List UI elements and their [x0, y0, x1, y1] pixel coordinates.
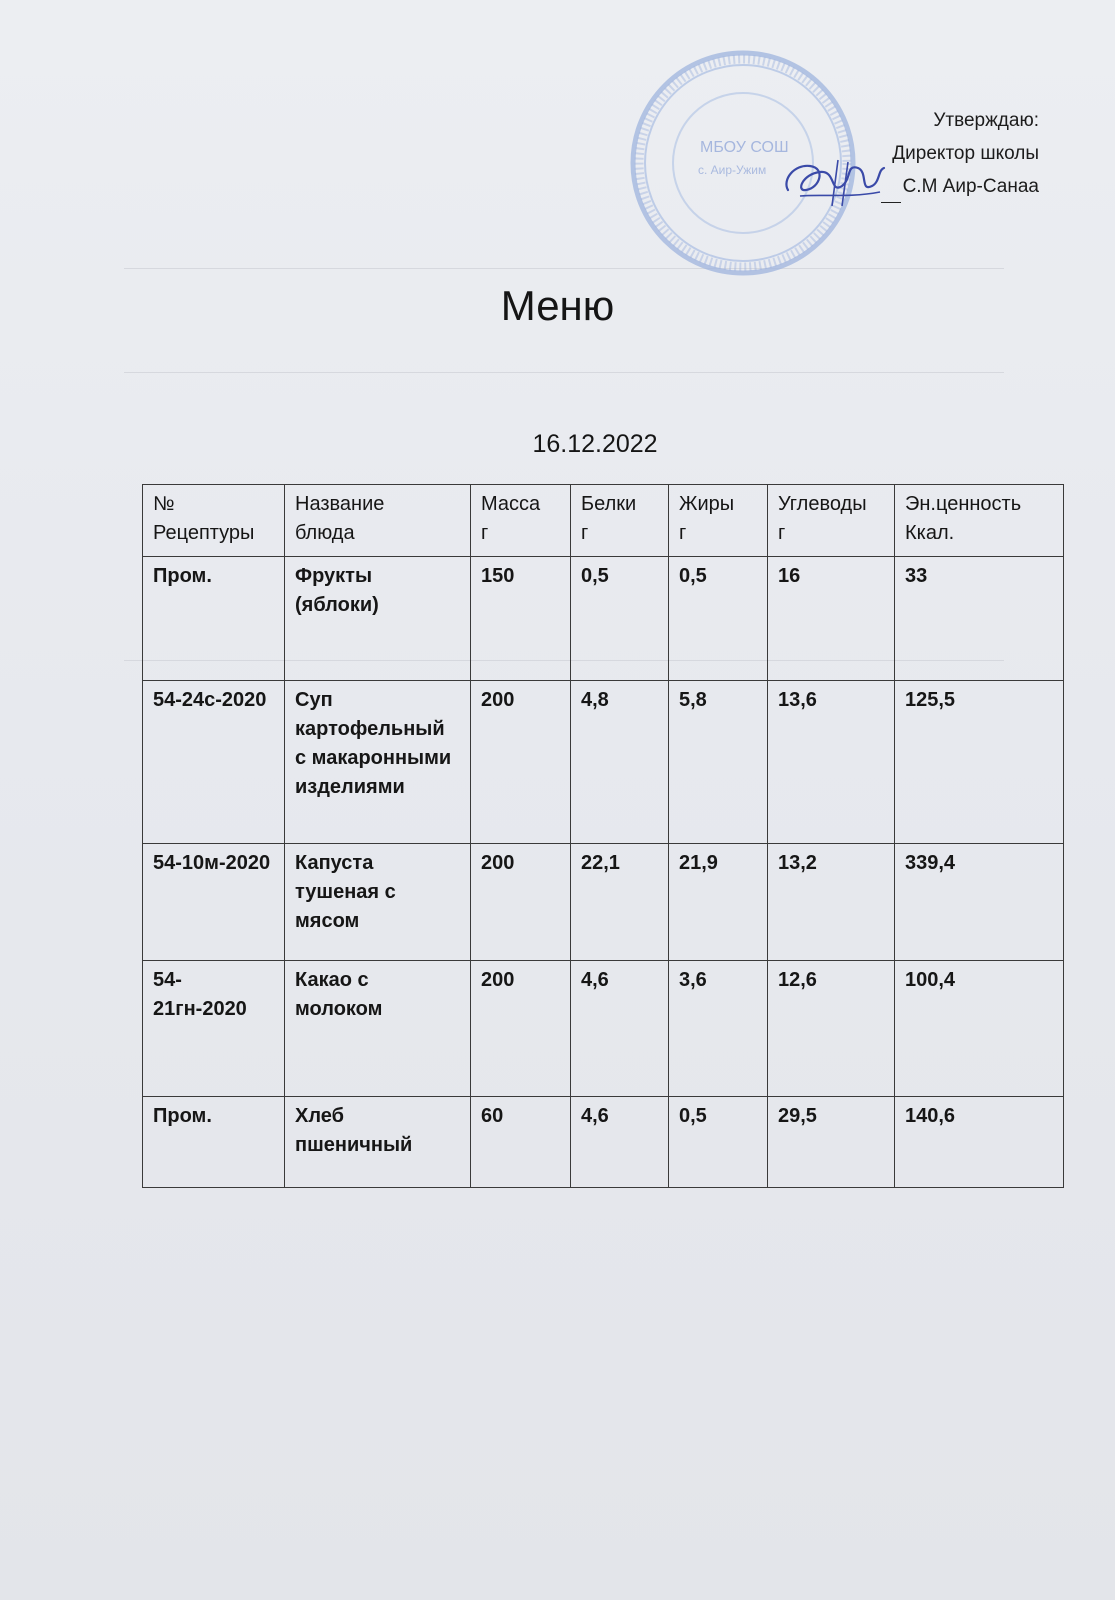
- cell-carbs: 13,2: [768, 844, 895, 961]
- cell-energy: 339,4: [895, 844, 1064, 961]
- cell-dish-name: Суп картофельный с макаронными изделиями: [285, 681, 471, 844]
- table-row: [143, 961, 1064, 1097]
- cell-recipe: 54-21гн-2020: [143, 961, 285, 1097]
- cell-carbs: 13,6: [768, 681, 895, 844]
- table-row: [143, 681, 1064, 844]
- cell-mass: 200: [471, 844, 571, 961]
- cell-fat: 21,9: [669, 844, 768, 961]
- cell-recipe: Пром.: [143, 1097, 285, 1188]
- cell-fat: 0,5: [669, 557, 768, 681]
- cell-mass: 150: [471, 557, 571, 681]
- cell-dish-name: Какао с молоком: [285, 961, 471, 1097]
- approval-signer-row: [881, 170, 1039, 203]
- cell-dish-name: Капуста тушеная с мясом: [285, 844, 471, 961]
- svg-text:МБОУ СОШ: МБОУ СОШ: [700, 139, 789, 156]
- cell-fat: 5,8: [669, 681, 768, 844]
- ghost-line: [124, 372, 1004, 373]
- cell-energy: 125,5: [895, 681, 1064, 844]
- header-recipe: № Рецептуры: [143, 485, 285, 557]
- svg-text:с. Аир-Ужим: с. Аир-Ужим: [698, 163, 767, 177]
- document-title: Меню: [500, 282, 615, 329]
- ghost-line: [124, 268, 1004, 269]
- cell-mass: 200: [471, 961, 571, 1097]
- cell-recipe: Пром.: [143, 557, 285, 681]
- table-row: [143, 844, 1064, 961]
- cell-energy: 100,4: [895, 961, 1064, 1097]
- cell-fat: 0,5: [669, 1097, 768, 1188]
- cell-recipe: 54-24с-2020: [143, 681, 285, 844]
- cell-energy: 33: [895, 557, 1064, 681]
- menu-date: 16.12.2022: [532, 430, 658, 458]
- header-fat: Жиры г: [669, 485, 768, 557]
- approval-block: [881, 104, 1039, 203]
- header-mass: Масса г: [471, 485, 571, 557]
- cell-carbs: 29,5: [768, 1097, 895, 1188]
- table-header-row: [143, 485, 1064, 557]
- header-protein: Белки г: [571, 485, 669, 557]
- header-dish-name: Название блюда: [285, 485, 471, 557]
- menu-table: [142, 484, 1064, 1188]
- cell-protein: 4,6: [571, 1097, 669, 1188]
- cell-protein: 0,5: [571, 557, 669, 681]
- cell-protein: 4,6: [571, 961, 669, 1097]
- cell-protein: 4,8: [571, 681, 669, 844]
- approval-heading: Утверждаю:: [933, 110, 1039, 131]
- approval-signer-name: С.М Аир-Санаа: [902, 176, 1039, 197]
- table-row: [143, 1097, 1064, 1188]
- header-energy: Эн.ценность Ккал.: [895, 485, 1064, 557]
- cell-energy: 140,6: [895, 1097, 1064, 1188]
- cell-protein: 22,1: [571, 844, 669, 961]
- cell-mass: 60: [471, 1097, 571, 1188]
- director-signature: [780, 150, 890, 210]
- cell-fat: 3,6: [669, 961, 768, 1097]
- cell-dish-name: Фрукты (яблоки): [285, 557, 471, 681]
- cell-dish-name: Хлеб пшеничный: [285, 1097, 471, 1188]
- cell-recipe: 54-10м-2020: [143, 844, 285, 961]
- approval-position: Директор школы: [892, 143, 1039, 164]
- header-carbs: Углеводы г: [768, 485, 895, 557]
- cell-mass: 200: [471, 681, 571, 844]
- table-row: [143, 557, 1064, 681]
- cell-carbs: 16: [768, 557, 895, 681]
- cell-carbs: 12,6: [768, 961, 895, 1097]
